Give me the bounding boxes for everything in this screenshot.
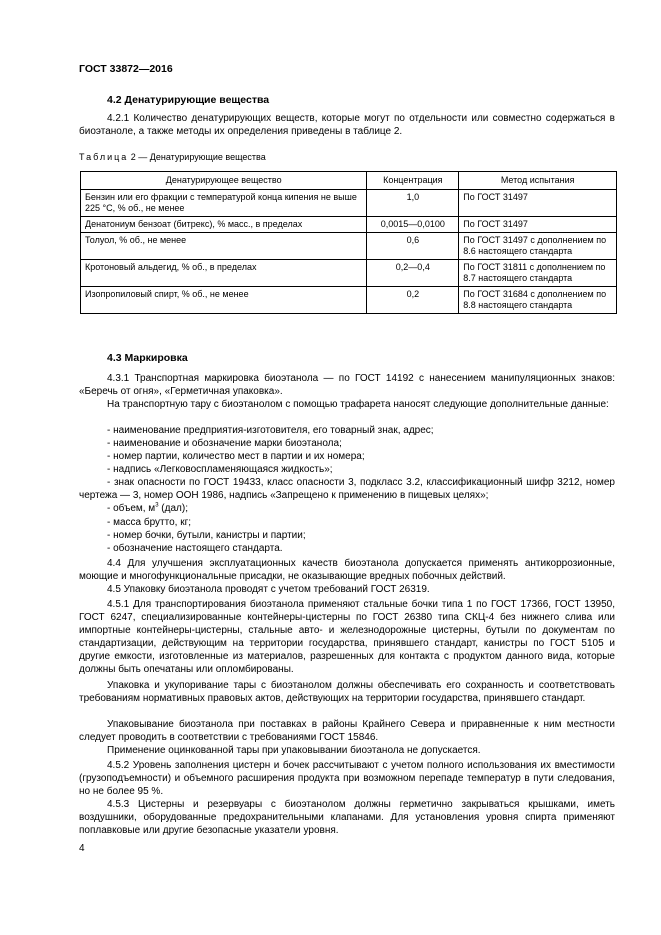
cell-method: По ГОСТ 31684 с дополнением по 8.8 настоящего стандарта: [459, 287, 617, 314]
table-row: [81, 287, 617, 314]
document-header: ГОСТ 33872—2016: [79, 63, 173, 75]
section-4-2-title: 4.2 Денатурирующие вещества: [107, 94, 270, 106]
table-row: [81, 260, 617, 287]
denaturants-table: [80, 171, 617, 314]
paragraph-4-5-3: 4.5.3 Цистерны и резервуары с биоэтанолом должны герметично закрываться крышками, иметь воздушники, оборудованные предохранительными клапанами. Для установления уровня спирта применяют поплавковые или другие безопасные указатели уровня.: [79, 799, 615, 836]
page-number: 4: [79, 843, 85, 854]
column-header-substance: Денатурирующее вещество: [81, 172, 367, 190]
table-caption-text: 2 — Денатурирующие вещества: [128, 152, 266, 162]
cell-method: По ГОСТ 31497: [459, 217, 617, 233]
table-row: [81, 190, 617, 217]
cell-method: По ГОСТ 31497 с дополнением по 8.6 настоящего стандарта: [459, 233, 617, 260]
list-item: - номер партии, количество мест в партии и их номера;: [107, 451, 365, 462]
paragraph-galvanized: Применение оцинкованной тары при упаковывании биоэтанола не допускается.: [107, 745, 481, 756]
list-item-danger-sign: - знак опасности по ГОСТ 19433, класс опасности 3, подкласс 3.2, классификационный шифр 3212, номер чертежа — 3, номер ООН 1986, надпись «Запрещено к применению в пищевых целях»;: [79, 477, 615, 501]
cell-substance: Бензин или его фракции с температурой конца кипения не выше 225 °С, % об., не менее: [81, 190, 367, 217]
cell-concentration: 0,2: [367, 287, 459, 314]
paragraph-4-4: 4.4 Для улучшения эксплуатационных качеств биоэтанола допускается применять антикоррозионные, моющие и многофункциональные присадки, не оказывающие вредных побочных действий.: [79, 558, 615, 582]
paragraph-4-5-1: 4.5.1 Для транспортирования биоэтанола применяют стальные бочки типа 1 по ГОСТ 17366, ГОСТ 13950, ГОСТ 6247, специализированные контейнеры-цистерны по ГОСТ 26380 типа СКЦ-4 без нижнего слива или импортные контейнеры-цистерны, стальные авто- и железнодорожные цистерны, бутыли по документам по стандартизации, действующим на территории государства, принявшего стандарт, канистры по ГОСТ 5105 и другие емкости, изготовленные из материалов, разрешенных для контакта с продуктом данного вида, которые должны быть опечатаны или опломбированы.: [79, 599, 615, 675]
column-header-method: Метод испытания: [459, 172, 617, 190]
cell-substance: Кротоновый альдегид, % об., в пределах: [81, 260, 367, 287]
table-row: [81, 233, 617, 260]
list-item: - обозначение настоящего стандарта.: [107, 543, 283, 554]
volume-unit: (дал);: [158, 503, 188, 514]
cell-concentration: 0,2—0,4: [367, 260, 459, 287]
list-item: - масса брутто, кг;: [107, 517, 192, 528]
paragraph-4-3-1: 4.3.1 Транспортная маркировка биоэтанола — по ГОСТ 14192 с нанесением манипуляционных знаков: «Беречь от огня», «Герметичная упаковка».: [79, 373, 615, 397]
cell-concentration: 1,0: [367, 190, 459, 217]
volume-superscript: 3: [155, 502, 159, 509]
table-header-row: [81, 172, 617, 190]
paragraph-packing: Упаковка и укупоривание тары с биоэтанолом должны обеспечивать его сохранность и соответствовать требованиям нормативных правовых актов, действующих на территории государства, принявшего стандарт.: [79, 680, 615, 704]
section-4-3-title: 4.3 Маркировка: [107, 352, 188, 364]
list-item-volume: [107, 502, 615, 515]
table-row: [81, 217, 617, 233]
list-item: - наименование предприятия-изготовителя, его товарный знак, адрес;: [107, 425, 434, 436]
list-item: - наименование и обозначение марки биоэтанола;: [107, 438, 342, 449]
paragraph-tare-marking: На транспортную тару с биоэтанолом с помощью трафарета наносят следующие дополнительные данные:: [107, 399, 609, 410]
cell-substance: Денатониум бензоат (битрекс), % масс., в пределах: [81, 217, 367, 233]
volume-text: - объем, м: [107, 503, 156, 514]
list-item: - номер бочки, бутыли, канистры и партии;: [107, 530, 306, 541]
column-header-concentration: Концентрация: [367, 172, 459, 190]
paragraph-4-5: 4.5 Упаковку биоэтанола проводят с учетом требований ГОСТ 26319.: [107, 584, 430, 595]
cell-concentration: 0,0015—0,0100: [367, 217, 459, 233]
cell-method: По ГОСТ 31497: [459, 190, 617, 217]
table-caption-word: Таблица: [79, 152, 129, 162]
cell-method: По ГОСТ 31811 с дополнением по 8.7 настоящего стандарта: [459, 260, 617, 287]
table-caption: [79, 152, 266, 162]
paragraph-4-5-2: 4.5.2 Уровень заполнения цистерн и бочек рассчитывают с учетом полного использования их вместимости (грузоподъемности) и объемного расширения продукта при возможном перепаде температур в пути следования, но не более 95 %.: [79, 760, 615, 797]
list-item: - надпись «Легковоспламеняющаяся жидкость»;: [107, 464, 333, 475]
cell-substance: Изопропиловый спирт, % об., не менее: [81, 287, 367, 314]
paragraph-far-north: Упаковывание биоэтанола при поставках в районы Крайнего Севера и приравненные к ним местности следует проводить в соответствии с требованиями ГОСТ 15846.: [79, 719, 615, 743]
cell-substance: Толуол, % об., не менее: [81, 233, 367, 260]
cell-concentration: 0,6: [367, 233, 459, 260]
paragraph-4-2-1: 4.2.1 Количество денатурирующих веществ, которые могут по отдельности или совместно содержаться в биоэтаноле, а также методы их определения приведены в таблице 2.: [79, 113, 615, 137]
